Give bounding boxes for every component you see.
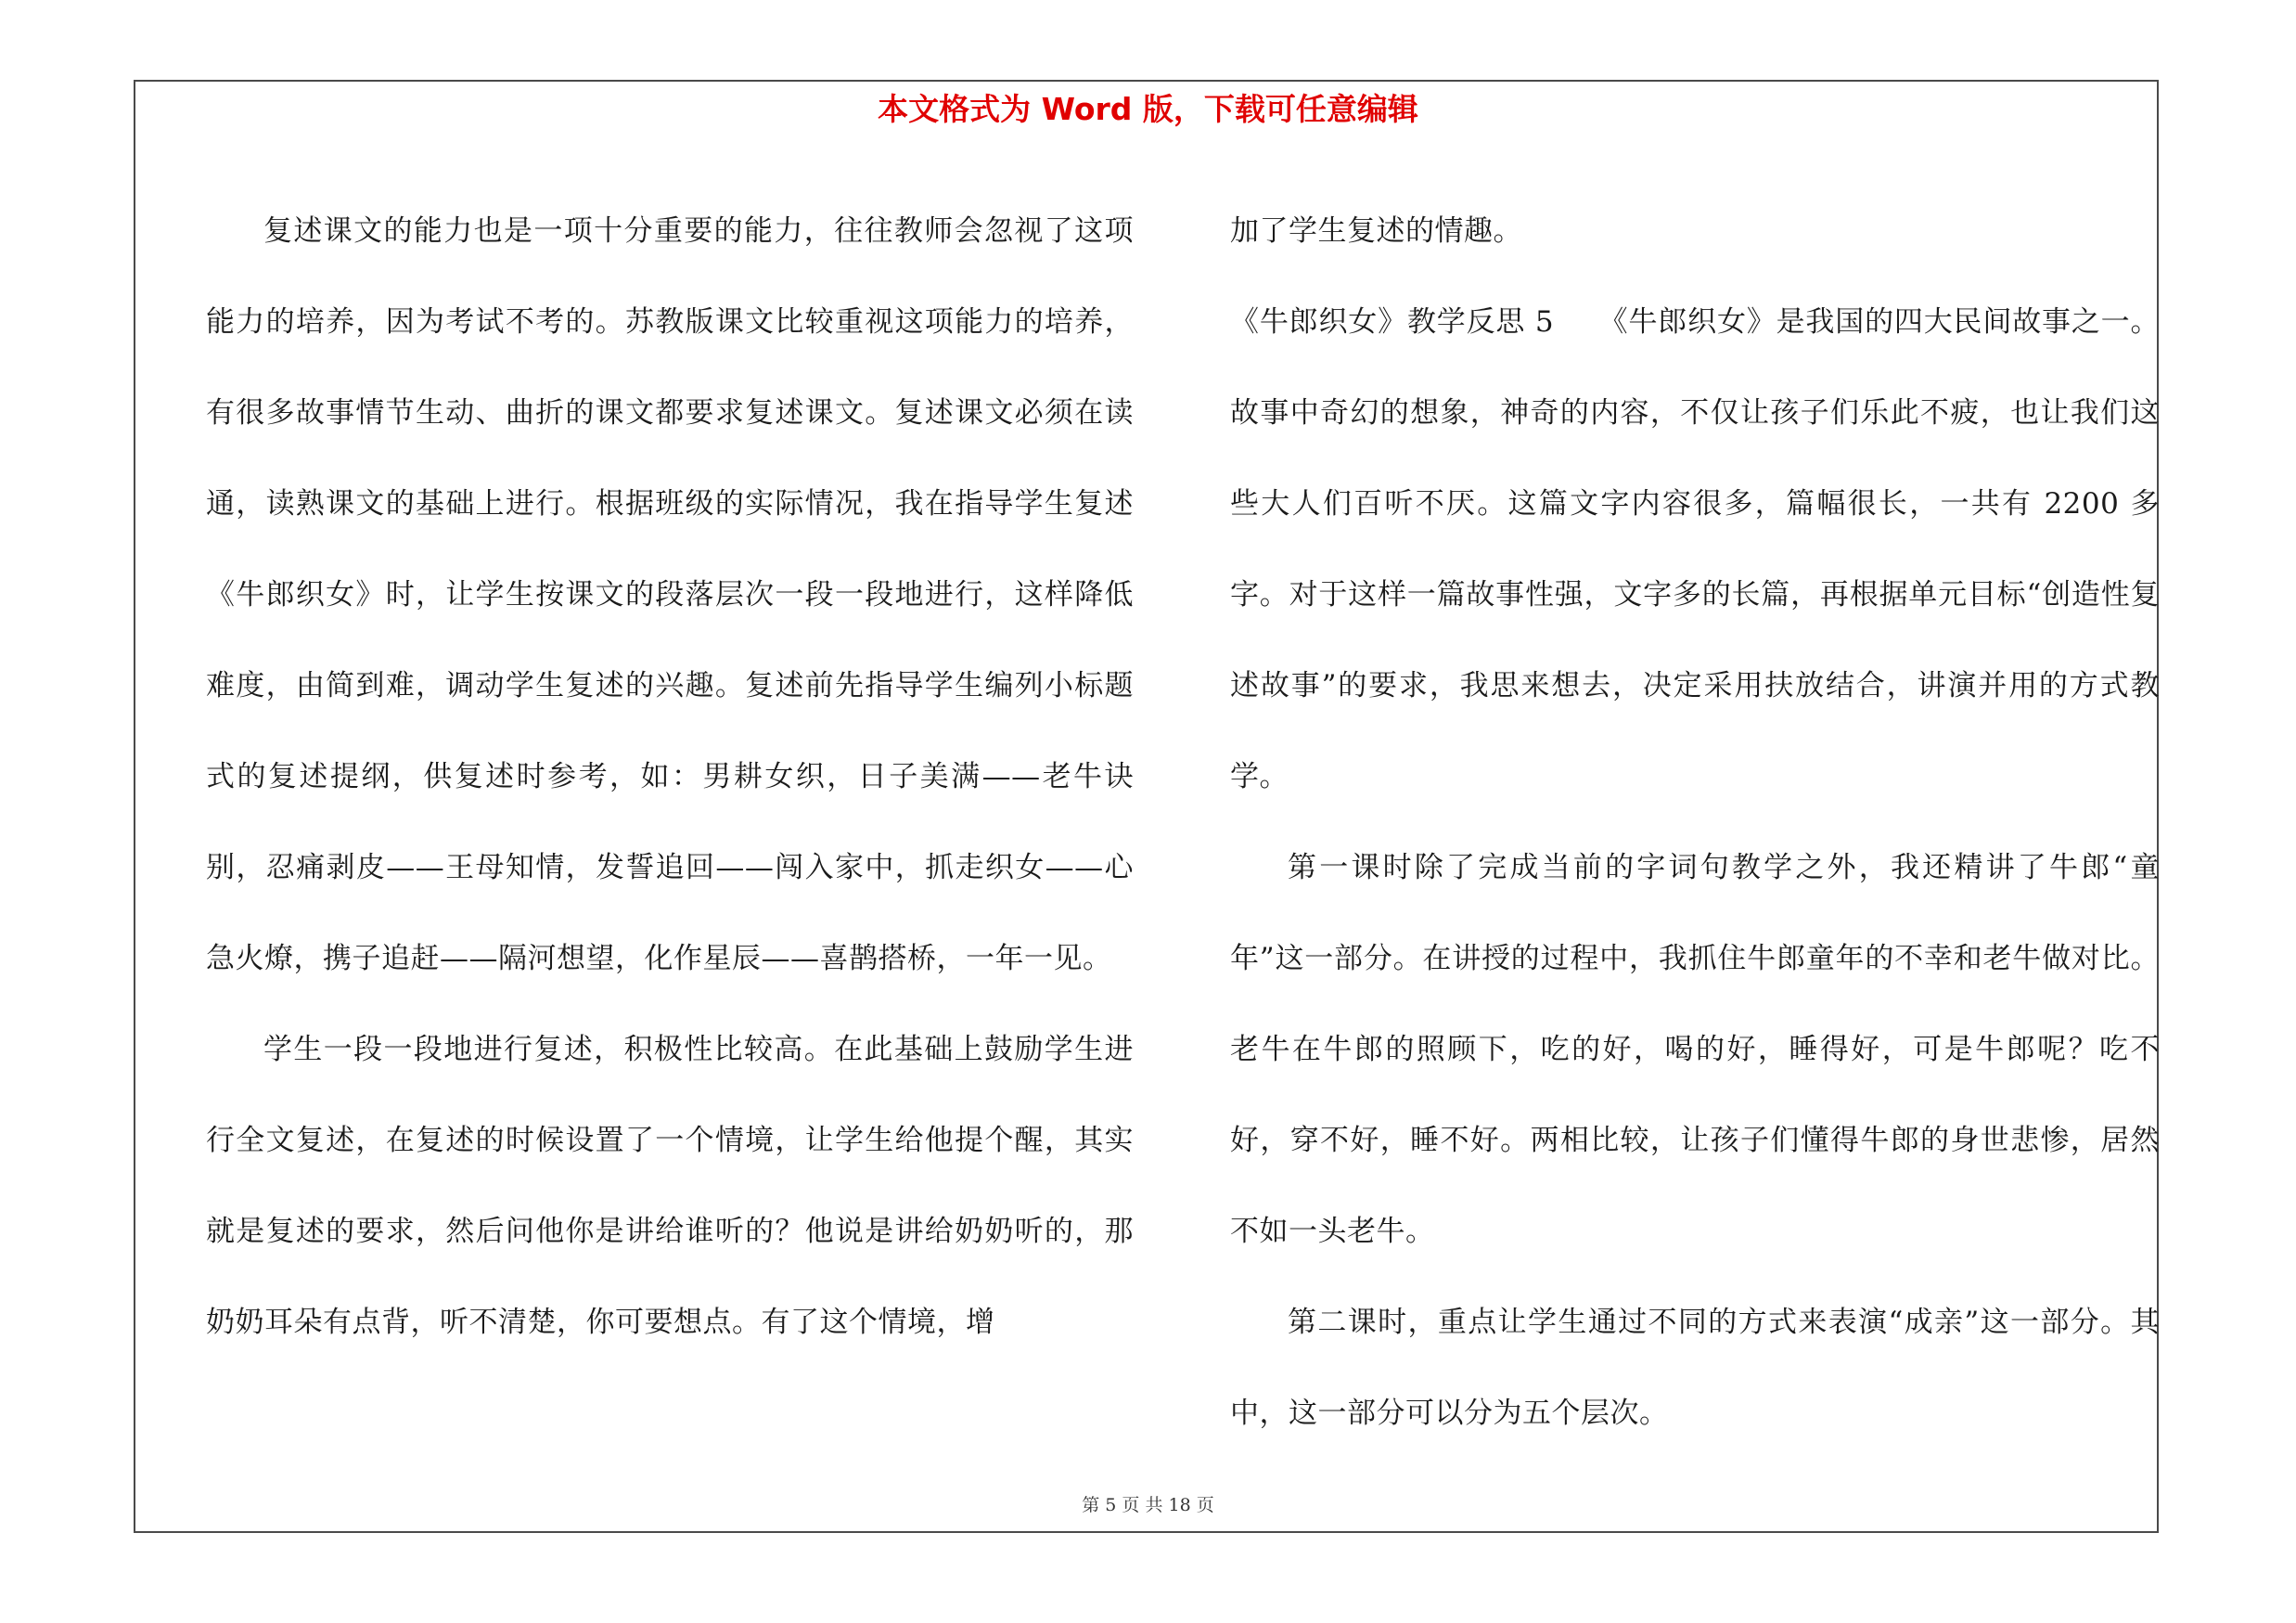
paragraph-reflection-5: 《牛郎织女》教学反思 5 《牛郎织女》是我国的四大民间故事之一。故事中奇幻的想象，神奇的内容，不仅让孩子们乐此不疲，也让我们这些大人们百听不厌。这篇文字内容很多，篇幅很长，一共有 2200 多字。对于这样一篇故事性强，文字多的长篇，再根据单元目标“创造性复述故事”的要求，我思来想去，决定采用扶放结合，讲演并用的方式教学。 (1230, 305, 2160, 793)
paragraph-retelling-ability: 复述课文的能力也是一项十分重要的能力，往往教师会忽视了这项能力的培养，因为考试不考的。苏教版课文比较重视这项能力的培养，有很多故事情节生动、曲折的课文都要求复述课文。复述课文必须在读通，读熟课文的基础上进行。根据班级的实际情况，我在指导学生复述《牛郎织女》时，让学生按课文的段落层次一段一段地进行，这样降低难度，由简到难，调动学生复述的兴趣。复述前先指导学生编列小标题式的复述提纲，供复述时参考，如：男耕女织，日子美满——老牛诀别，忍痛剥皮——王母知情，发誓追回——闯入家中，抓走织女——心急火燎，携子追赶——隔河想望，化作星辰——喜鹊搭桥，一年一见。 (206, 214, 1134, 975)
paragraph-continuation: 加了学生复述的情趣。 (1230, 214, 1522, 248)
right-column (1230, 186, 2160, 1459)
paragraph-second-lesson: 第二课时，重点让学生通过不同的方式来表演“成亲”这一部分。其中，这一部分可以分为五个层次。 (1230, 1306, 2160, 1430)
word-format-banner: 本文格式为 Word 版，下载可任意编辑 (878, 91, 1418, 127)
paragraph-segment-retelling: 学生一段一段地进行复述，积极性比较高。在此基础上鼓励学生进行全文复述，在复述的时候设置了一个情境，让学生给他提个醒，其实就是复述的要求，然后问他你是讲给谁听的？他说是讲给奶奶听的，那奶奶耳朵有点背，听不清楚，你可要想点。有了这个情境，增 (206, 1033, 1134, 1339)
page-number-footer: 第 5 页 共 18 页 (1082, 1495, 1214, 1515)
paragraph-first-lesson: 第一课时除了完成当前的字词句教学之外，我还精讲了牛郎“童年”这一部分。在讲授的过程中，我抓住牛郎童年的不幸和老牛做对比。老牛在牛郎的照顾下，吃的好，喝的好，睡得好，可是牛郎呢？吃不好，穿不好，睡不好。两相比较，让孩子们懂得牛郎的身世悲惨，居然不如一头老牛。 (1230, 851, 2160, 1248)
left-column (206, 186, 1134, 1368)
